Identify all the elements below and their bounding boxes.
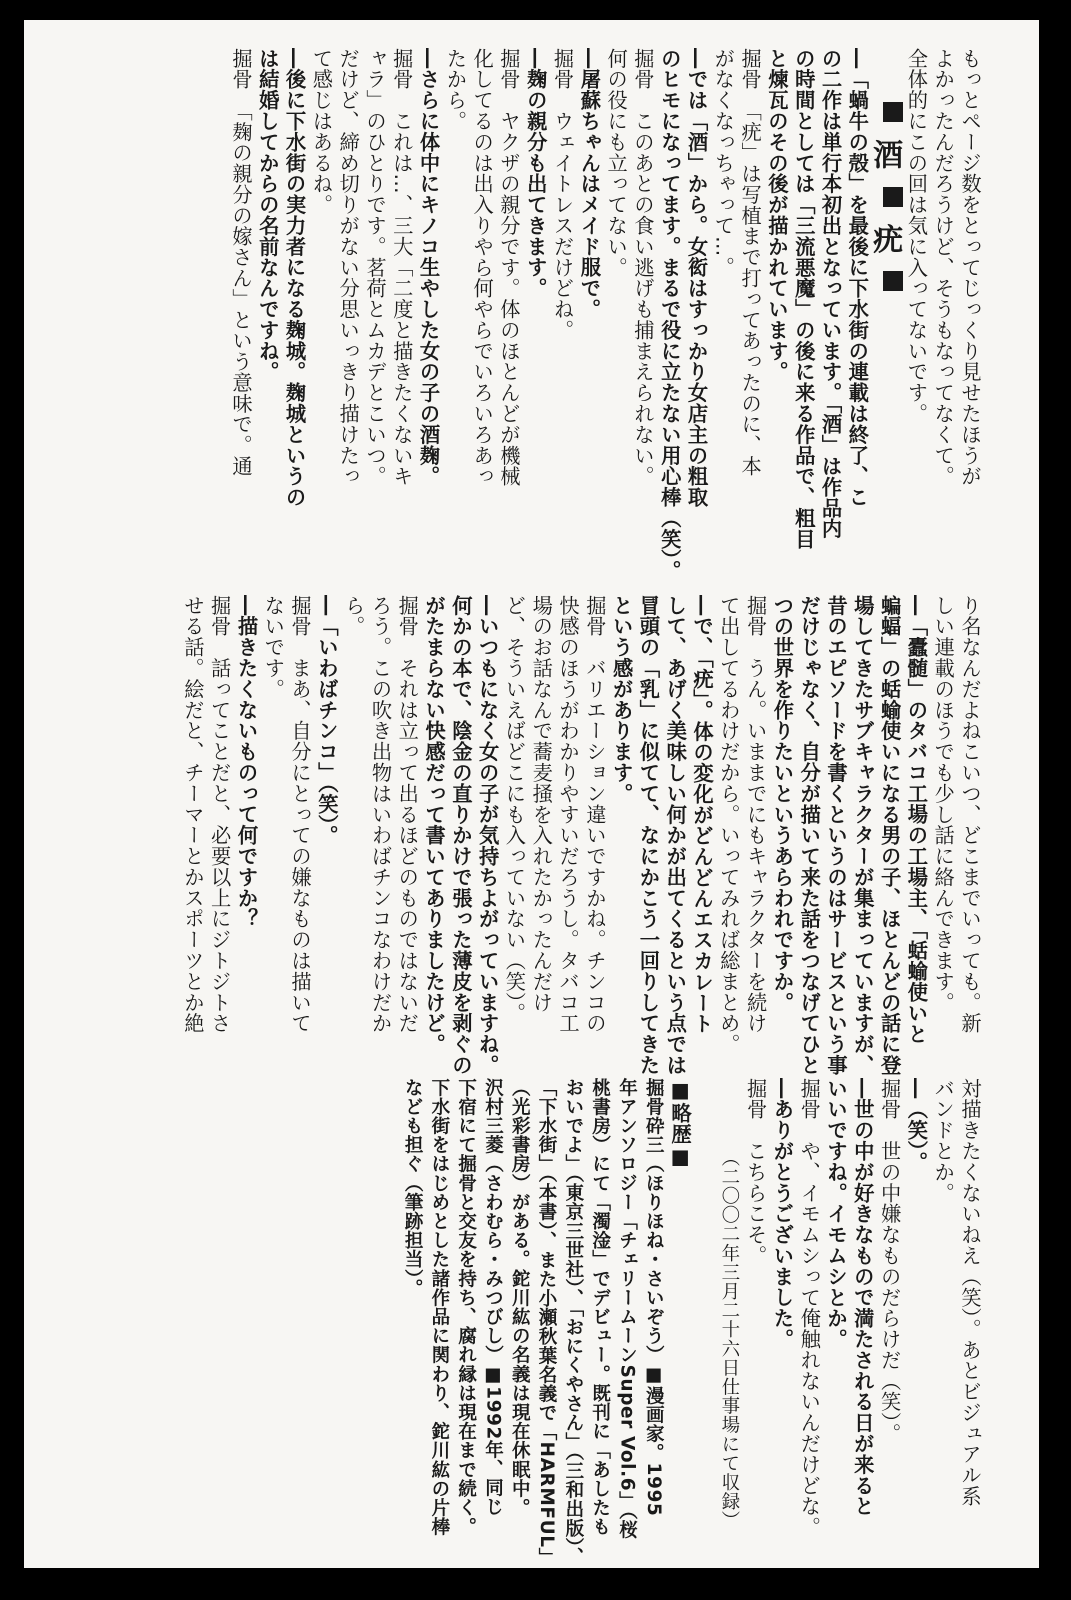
question-line: ―いつもになく女の子が気持ちよがっていますね。 (475, 595, 500, 1076)
question-line: は結婚してからの名前なんですね。 (255, 48, 280, 383)
question-line: いいですね。イモムシとか。 (824, 1078, 849, 1350)
question-line: ―ありがとうございました。 (770, 1078, 795, 1350)
question-line: つの世界を作りたいというあらわれですか。 (770, 595, 795, 1013)
question-line: がたまらない快感だって書いてありましたけど。 (422, 595, 447, 1055)
answer-line: 掘骨 これは…、三大「二度と描きたくないキ (389, 48, 414, 487)
answer-line: ろう。この吹き出物はいわばチンコなわけだか (368, 595, 393, 1034)
answer-line: ら。 (341, 595, 366, 637)
answer-line: 掘骨 話ってことだと、必要以上にジトジトさ (207, 595, 232, 1034)
profile-line: 「下水街」（本書）、また小瀬秋葉名義で「HARMFUL」 (536, 1078, 558, 1567)
heading-box-mark (883, 102, 903, 122)
answer-line: たから。 (443, 48, 468, 132)
answer-line: しい連載のほうでも少し話に絡んできます。 (931, 595, 956, 1013)
section-title-ibo: 疣 (867, 223, 903, 255)
profile-line: 下宿にて掘骨と交友を持ち、腐れ縁は現在まで続く。 (455, 1078, 477, 1537)
section-title-sake: 酒 (867, 139, 903, 170)
profile-line: なども担ぐ（筆跡担当）。 (402, 1078, 424, 1298)
answer-line: ど、そういえばどこにも入っていない（笑）。 (502, 595, 527, 1024)
answer-line: 掘骨 まあ、自分にとっての嫌なものは描いて (288, 595, 313, 1034)
answer-line: 快感のほうがわかりやすいだろうし。タバコ工 (556, 595, 581, 1034)
profile-line: 掘骨砕三（ほりほね・さいぞう）■漫画家。1995 (643, 1078, 665, 1517)
answer-line: 掘骨 それは立って出るほどのものではないだ (395, 595, 420, 1034)
profile-heading: ■略歴■ (668, 1078, 693, 1169)
question-line: ―（笑）。 (904, 1078, 929, 1173)
question-line: の二作は単行本初出となっています。「酒」は作品内 (818, 48, 843, 540)
section-heading (867, 96, 903, 568)
answer-line: 掘骨 ヤクザの親分です。体のほとんどが機械 (496, 48, 521, 487)
question-line: 冒頭の「乳」に似てて、なにかこう一回りしてきた (636, 595, 661, 1076)
question-line: ―さらに体中にキノコ生やした女の子の酒麹。 (416, 48, 441, 487)
question-line: と煉瓦のその後が描かれています。 (764, 48, 789, 383)
answer-line: バンドとか。 (931, 1078, 956, 1204)
question-line: 何かの本で、陰金の直りかけで張った薄皮を剥ぐの (448, 595, 473, 1076)
answer-line: 対描きたくないねえ（笑）。あとビジュアル系 (958, 1078, 982, 1507)
recording-note: （二〇〇二年三月二十六日仕事場にて収録） (718, 1148, 740, 1530)
answer-line: 何の役にも立ってない。 (604, 48, 629, 278)
profile-line: おいでよ」（東京三世社）、「おにくやさん」（三和出版）、 (562, 1078, 584, 1567)
question-line: して、あげく美味しい何かが出てくるという点では (663, 595, 688, 1076)
profile-line: 年アンソロジー「チェリームーンSuper Vol.6」（桜 (616, 1078, 638, 1540)
answer-line: 掘骨 世の中嫌なものだらけだ（笑）。 (877, 1078, 902, 1444)
profile-line: 沢村三菱（さわむら・みつびし）■1992年、同じ (482, 1078, 504, 1517)
text-line: 全体的にこの回は気に入ってないです。 (904, 48, 929, 425)
question-line: ―麹の親分も出てきます。 (523, 48, 548, 299)
question-line: ―屠蘇ちゃんはメイド服で。 (577, 48, 602, 320)
question-line: ―「蝸牛の殻」を最後に下水街の連載は終了、こ (845, 48, 870, 508)
column-band-bottom (83, 1078, 983, 1567)
question-line: ―描きたくないものって何ですか？ (234, 595, 259, 930)
question-line: の時間としては「三流悪魔」の後に来る作品で、粗目 (791, 48, 816, 550)
column-band-middle (83, 595, 983, 1076)
question-line: ―で、「疣」。体の変化がどんどんエスカレート (690, 595, 715, 1035)
answer-line: 掘骨 「麹の親分の嫁さん」という意味で。通 (228, 48, 253, 477)
profile-line: 下水街をはじめとした諸作品に関わり、鉈川紘の片棒 (428, 1078, 450, 1537)
answer-line: 場のお話なんで蕎麦掻を入れたかったんだけ (529, 595, 554, 1013)
spacer (693, 1078, 715, 1548)
profile-line: 桃書房）にて「濁淦」でデビュー。既刊に「あしたも (589, 1078, 611, 1537)
question-line: 場してきたサブキャラクターが集まっていますが、 (850, 595, 875, 1076)
answer-line: せる話。絵だと、チーマーとかスポーツとか絶 (180, 595, 205, 1034)
answer-line: だけど、締め切りがない分思いっきり描けたっ (336, 48, 361, 487)
answer-line: がなくなっちゃって…。 (711, 48, 736, 278)
answer-line: 掘骨 こちらこそ。 (743, 1078, 768, 1267)
answer-line: 掘骨 「疣」は写植まで打ってあったのに、本 (738, 48, 763, 477)
answer-line: 掘骨 うん。いままでにもキャラクターを続け (743, 595, 768, 1034)
profile-line: （光彩書房）がある。鉈川紘の名義は現在休眠中。 (509, 1078, 531, 1518)
column-band-top (83, 48, 983, 581)
question-line: だけじゃなく、自分が描いて来た話をつなげてひと (797, 595, 822, 1076)
answer-line: て出してるわけだから。いってみれば総まとめ。 (716, 595, 741, 1055)
book-page (24, 20, 1039, 1568)
question-line: ―では「酒」から。女衒はすっかり女店主の粗取 (684, 48, 709, 508)
answer-line: 化してるのは出入りやら何やらでいろいろあっ (470, 48, 495, 487)
answer-line: 掘骨 このあとの食い逃げも捕まえられない。 (630, 48, 655, 487)
heading-box-mark (883, 271, 903, 291)
question-line: のヒモになってます。まるで役に立たない用心棒（笑）。 (657, 48, 682, 581)
answer-line: り名なんだよねこいつ、どこまでいっても。新 (958, 595, 982, 1034)
text-line: よかったんだろうけど、そうもなってなくて。 (931, 48, 956, 487)
question-line: という感があります。 (609, 595, 634, 804)
question-line: ―世の中が好きなもので満たされる日が来ると (850, 1078, 875, 1517)
answer-line: ャラ」のひとりです。茗荷とムカデとこいつ。 (362, 48, 387, 487)
question-line: ―「蠹髄」のタバコ工場の工場主、「蛞蝓使いと (904, 595, 929, 1045)
answer-line: 掘骨 バリエーション違いですかね。チンコの (582, 595, 607, 1034)
heading-box-mark (883, 187, 903, 207)
answer-line: 掘骨 ウェイトレスだけどね。 (550, 48, 575, 341)
text-line: もっとページ数をとってじっくり見せたほうが (958, 48, 982, 487)
question-line: 蝙蝠」の蛞蝓使いになる男の子、ほとんどの話に登 (877, 595, 902, 1076)
answer-line: ないです。 (261, 595, 286, 700)
answer-line: 掘骨 や、イモムシって俺触れないんだけどな。 (797, 1078, 822, 1538)
question-line: ―後に下水街の実力者になる麹城。麹城というの (282, 48, 307, 508)
question-line: 昔のエピソードを書くというのはサービスという事 (824, 595, 849, 1076)
answer-line: て感じはあるね。 (309, 48, 334, 216)
question-line: ―「いわばチンコ」（笑）。 (314, 595, 339, 847)
